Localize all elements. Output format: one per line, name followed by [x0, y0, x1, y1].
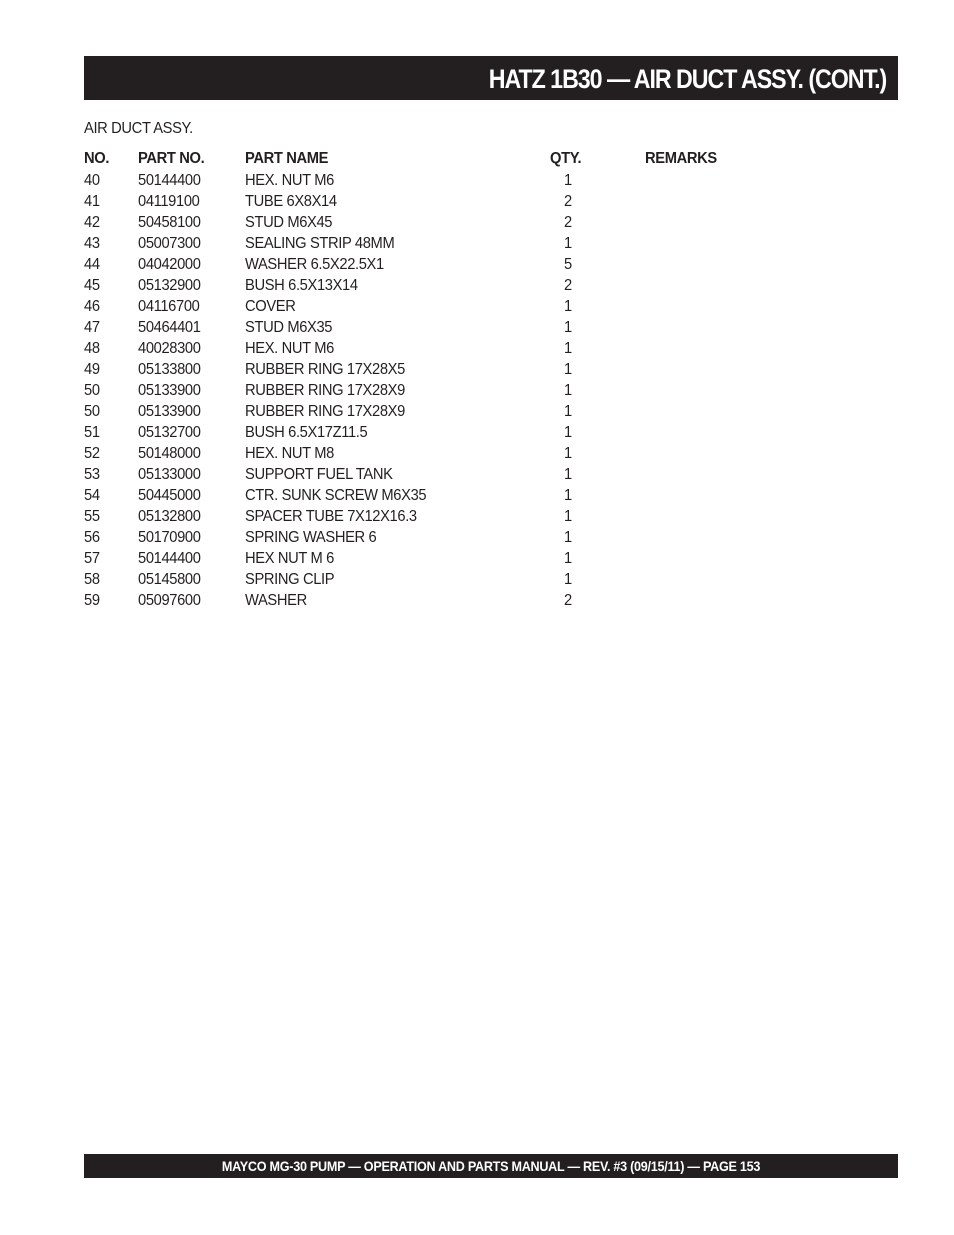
column-header-qty: QTY. [550, 150, 582, 167]
table-row [84, 590, 784, 611]
cell-no: 50 [84, 403, 100, 420]
table-row [84, 296, 784, 317]
cell-qty: 1 [564, 424, 572, 441]
cell-part-name: WASHER 6.5X22.5X1 [245, 256, 384, 273]
cell-part-name: RUBBER RING 17X28X9 [245, 403, 405, 420]
cell-qty: 1 [564, 319, 572, 336]
cell-part-name: HEX. NUT M6 [245, 340, 334, 357]
cell-part-no: 50170900 [138, 529, 201, 546]
cell-qty: 1 [564, 235, 572, 252]
cell-no: 57 [84, 550, 100, 567]
table-row [84, 380, 784, 401]
cell-part-no: 50144400 [138, 172, 201, 189]
cell-part-name: RUBBER RING 17X28X9 [245, 382, 405, 399]
cell-part-name: SUPPORT FUEL TANK [245, 466, 393, 483]
cell-no: 59 [84, 592, 100, 609]
cell-remarks [645, 212, 784, 233]
cell-part-no: 04042000 [138, 256, 201, 273]
cell-no: 52 [84, 445, 100, 462]
cell-no: 40 [84, 172, 100, 189]
cell-remarks [645, 191, 784, 212]
cell-part-no: 05132700 [138, 424, 201, 441]
column-header-part-name: PART NAME [245, 150, 329, 167]
cell-part-name: SEALING STRIP 48MM [245, 235, 395, 252]
cell-part-name: HEX. NUT M8 [245, 445, 334, 462]
cell-part-no: 05132800 [138, 508, 201, 525]
cell-no: 46 [84, 298, 100, 315]
cell-remarks [645, 380, 784, 401]
cell-no: 43 [84, 235, 100, 252]
cell-part-name: RUBBER RING 17X28X5 [245, 361, 405, 378]
cell-no: 45 [84, 277, 100, 294]
table-row [84, 317, 784, 338]
table-row [84, 485, 784, 506]
cell-remarks [645, 359, 784, 380]
cell-no: 49 [84, 361, 100, 378]
cell-part-no: 05145800 [138, 571, 201, 588]
table-row [84, 422, 784, 443]
cell-no: 53 [84, 466, 100, 483]
cell-part-name: HEX NUT M 6 [245, 550, 334, 567]
cell-no: 51 [84, 424, 100, 441]
cell-part-no: 05132900 [138, 277, 201, 294]
cell-qty: 1 [564, 382, 572, 399]
table-row [84, 443, 784, 464]
cell-remarks [645, 590, 784, 611]
table-row [84, 527, 784, 548]
cell-remarks [645, 275, 784, 296]
cell-remarks [645, 254, 784, 275]
cell-part-no: 05133900 [138, 382, 201, 399]
cell-part-name: STUD M6X45 [245, 214, 333, 231]
cell-no: 56 [84, 529, 100, 546]
cell-remarks [645, 506, 784, 527]
cell-qty: 1 [564, 550, 572, 567]
cell-part-no: 50458100 [138, 214, 201, 231]
cell-part-no: 05007300 [138, 235, 201, 252]
cell-part-no: 05097600 [138, 592, 201, 609]
cell-remarks [645, 527, 784, 548]
cell-part-no: 50445000 [138, 487, 201, 504]
cell-remarks [645, 401, 784, 422]
cell-part-name: SPRING CLIP [245, 571, 335, 588]
cell-qty: 1 [564, 466, 572, 483]
cell-no: 50 [84, 382, 100, 399]
cell-qty: 2 [564, 592, 572, 609]
cell-qty: 1 [564, 361, 572, 378]
footer-text: MAYCO MG-30 PUMP — OPERATION AND PARTS MANUAL — REV. #3 (09/15/11) — PAGE 153 [221, 1158, 761, 1174]
column-header-part-no: PART NO. [138, 150, 205, 167]
cell-part-no: 05133000 [138, 466, 201, 483]
cell-remarks [645, 338, 784, 359]
cell-no: 55 [84, 508, 100, 525]
cell-remarks [645, 422, 784, 443]
cell-part-no: 50148000 [138, 445, 201, 462]
title-bar [84, 56, 898, 100]
cell-no: 58 [84, 571, 100, 588]
cell-part-no: 50464401 [138, 319, 201, 336]
table-row [84, 170, 784, 191]
cell-remarks [645, 464, 784, 485]
cell-qty: 1 [564, 529, 572, 546]
cell-part-name: BUSH 6.5X17Z11.5 [245, 424, 368, 441]
cell-part-no: 40028300 [138, 340, 201, 357]
cell-part-no: 05133900 [138, 403, 201, 420]
table-row [84, 191, 784, 212]
table-row [84, 359, 784, 380]
cell-no: 44 [84, 256, 100, 273]
column-header-no: NO. [84, 150, 110, 167]
cell-remarks [645, 569, 784, 590]
cell-part-name: CTR. SUNK SCREW M6X35 [245, 487, 427, 504]
cell-remarks [645, 443, 784, 464]
cell-no: 41 [84, 193, 100, 210]
cell-qty: 1 [564, 445, 572, 462]
cell-qty: 5 [564, 256, 572, 273]
parts-table-body [84, 170, 784, 611]
cell-qty: 2 [564, 214, 572, 231]
cell-qty: 1 [564, 340, 572, 357]
cell-qty: 1 [564, 403, 572, 420]
cell-remarks [645, 317, 784, 338]
cell-qty: 1 [564, 487, 572, 504]
cell-qty: 1 [564, 172, 572, 189]
cell-part-name: COVER [245, 298, 296, 315]
cell-part-name: STUD M6X35 [245, 319, 333, 336]
cell-qty: 1 [564, 571, 572, 588]
table-row [84, 233, 784, 254]
page-title: HATZ 1B30 — AIR DUCT ASSY. (CONT.) [488, 64, 886, 94]
table-row [84, 212, 784, 233]
cell-part-name: SPACER TUBE 7X12X16.3 [245, 508, 417, 525]
cell-remarks [645, 548, 784, 569]
cell-qty: 2 [564, 277, 572, 294]
cell-part-name: HEX. NUT M6 [245, 172, 334, 189]
parts-table [84, 148, 784, 611]
cell-part-name: BUSH 6.5X13X14 [245, 277, 358, 294]
cell-part-no: 04116700 [138, 298, 200, 315]
cell-part-no: 04119100 [138, 193, 200, 210]
cell-remarks [645, 485, 784, 506]
table-row [84, 275, 784, 296]
table-row [84, 506, 784, 527]
cell-no: 48 [84, 340, 100, 357]
table-row [84, 401, 784, 422]
column-header-remarks: REMARKS [645, 150, 717, 167]
table-row [84, 464, 784, 485]
cell-remarks [645, 233, 784, 254]
table-row [84, 254, 784, 275]
cell-part-name: SPRING WASHER 6 [245, 529, 377, 546]
cell-no: 42 [84, 214, 100, 231]
table-row [84, 338, 784, 359]
cell-remarks [645, 296, 784, 317]
cell-part-name: WASHER [245, 592, 307, 609]
table-row [84, 569, 784, 590]
cell-part-name: TUBE 6X8X14 [245, 193, 337, 210]
cell-part-no: 50144400 [138, 550, 201, 567]
table-row [84, 548, 784, 569]
table-header-row [84, 148, 784, 170]
cell-no: 54 [84, 487, 100, 504]
cell-qty: 2 [564, 193, 572, 210]
footer-bar [84, 1154, 898, 1178]
cell-remarks [645, 170, 784, 191]
cell-no: 47 [84, 319, 100, 336]
cell-part-no: 05133800 [138, 361, 201, 378]
section-label: AIR DUCT ASSY. [84, 120, 193, 137]
cell-qty: 1 [564, 298, 572, 315]
cell-qty: 1 [564, 508, 572, 525]
